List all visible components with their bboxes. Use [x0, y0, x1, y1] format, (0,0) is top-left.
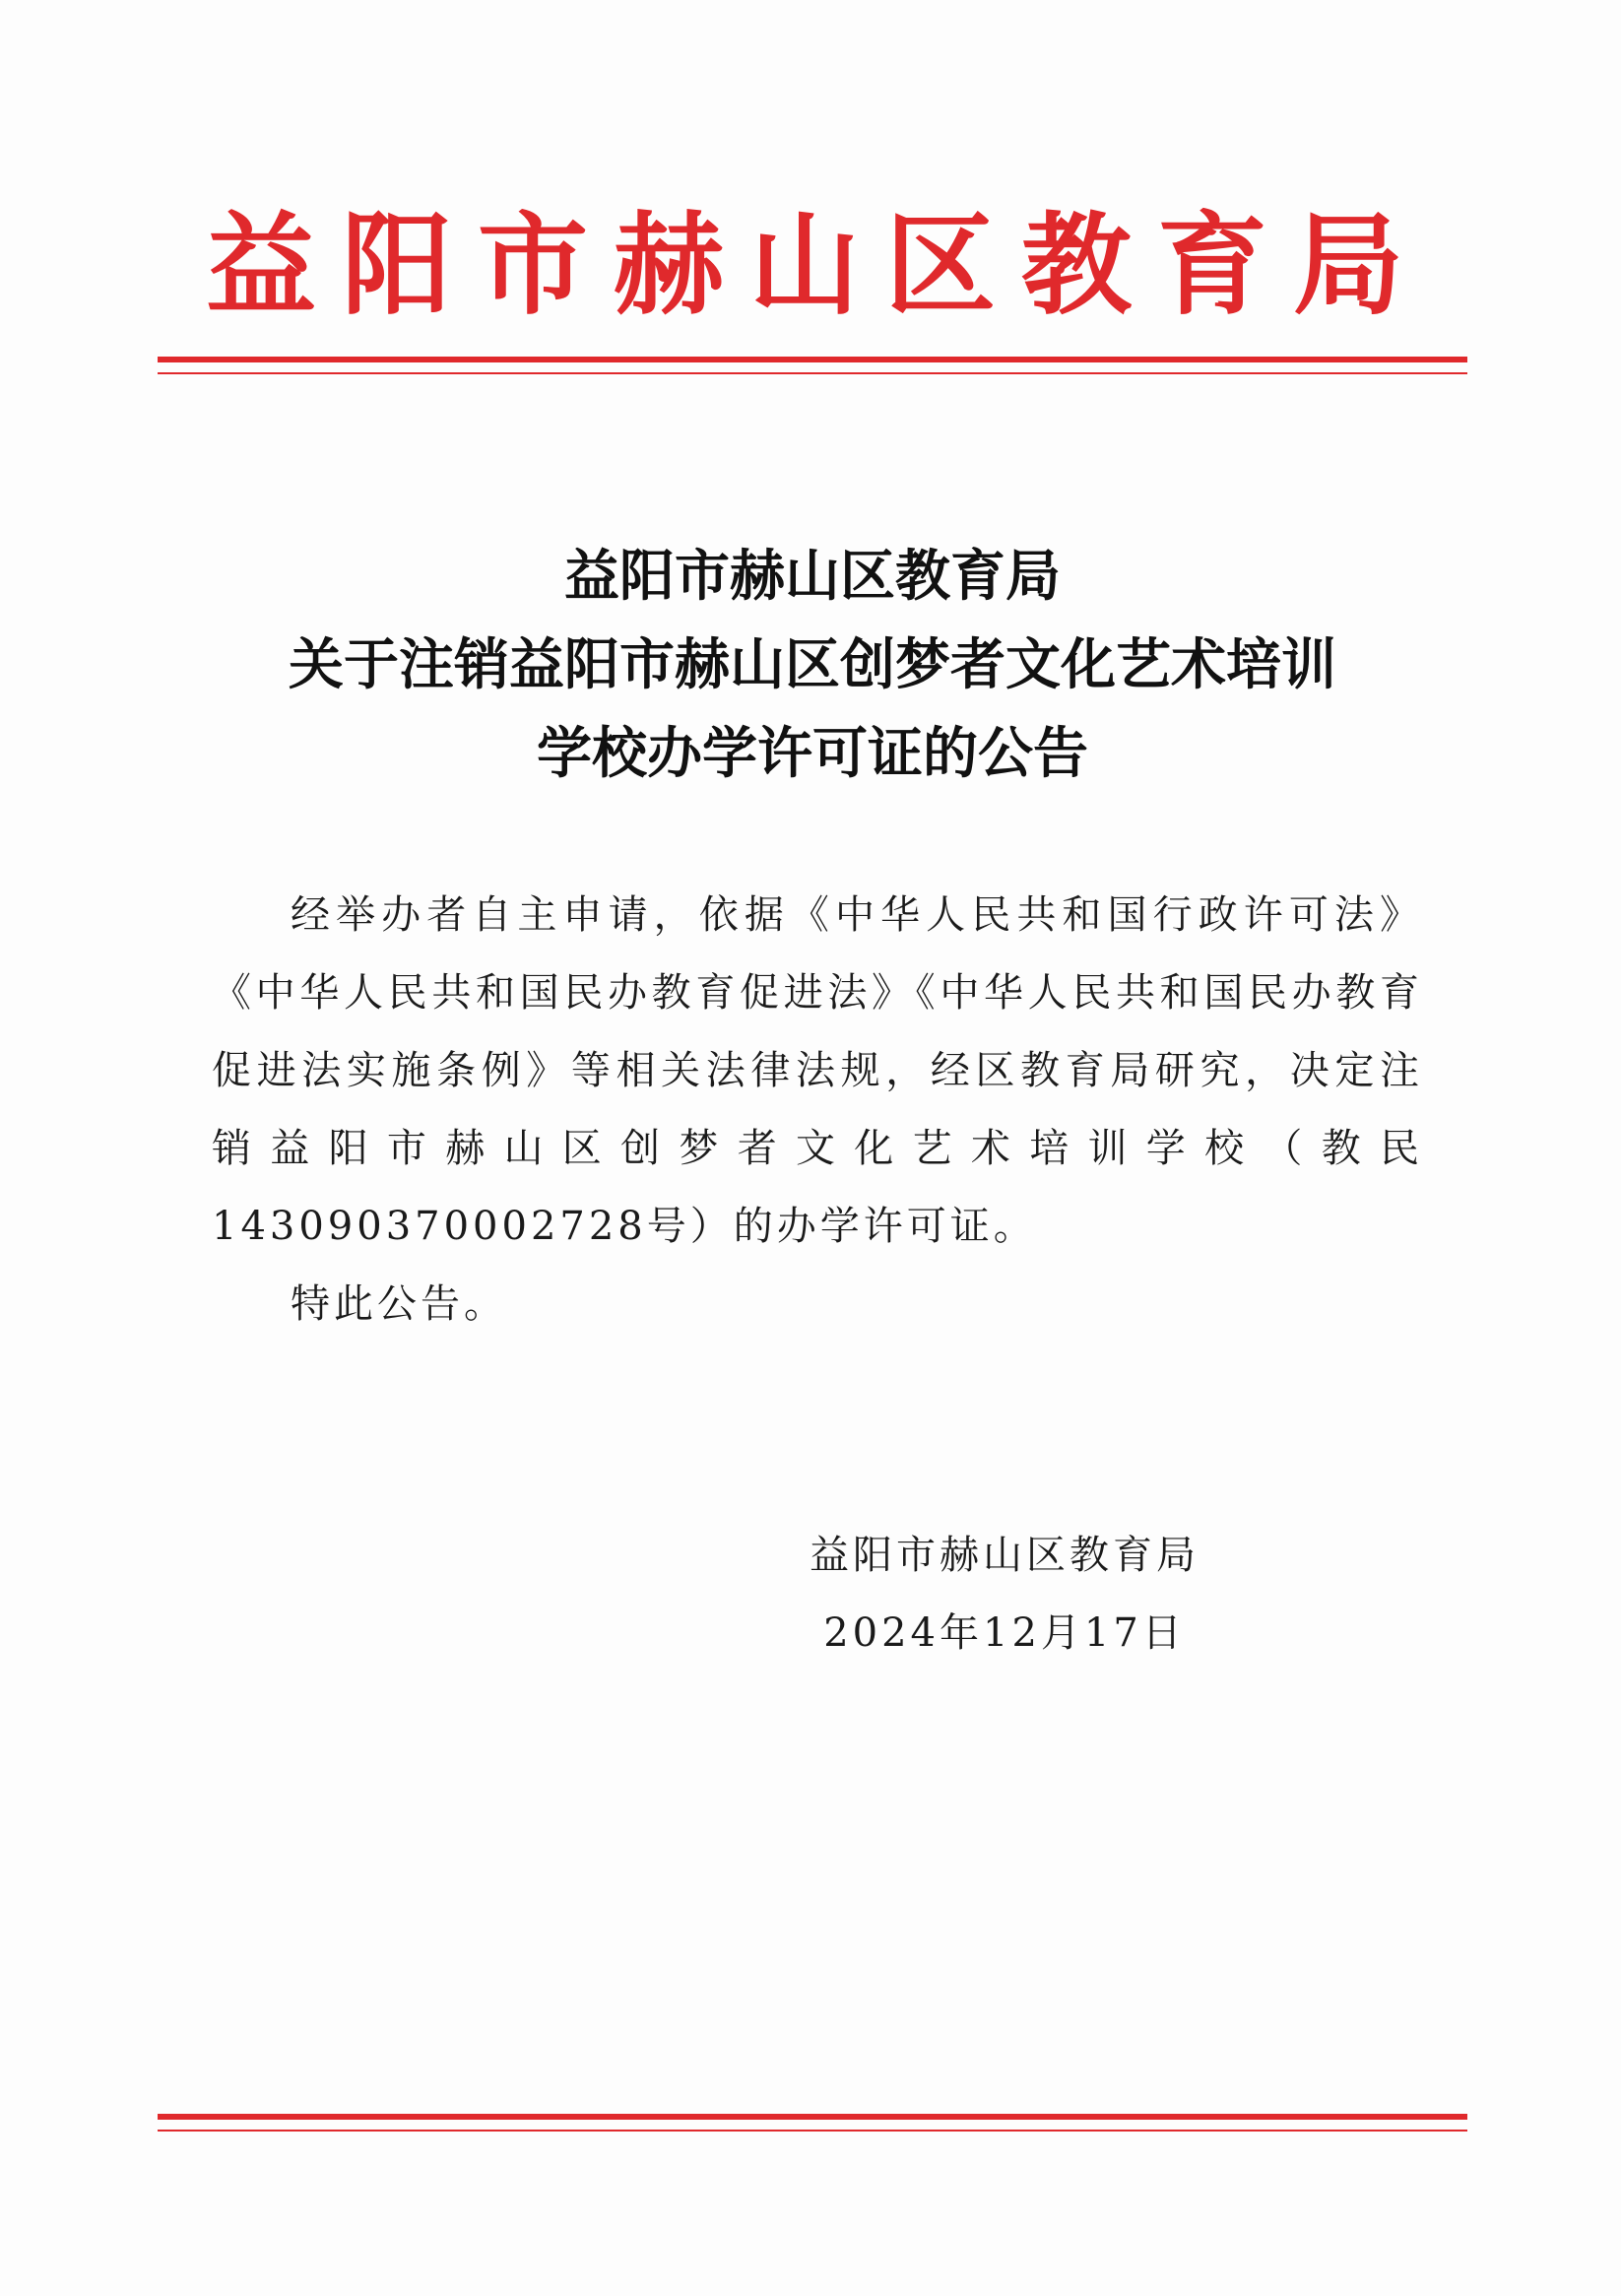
title-line-2: 关于注销益阳市赫山区创梦者文化艺术培训 [289, 632, 1336, 697]
body-paragraph-2: 特此公告。 [291, 1281, 507, 1327]
masthead-rule-thick [158, 357, 1467, 362]
document-title [158, 532, 1467, 798]
masthead-title: 益阳市赫山区教育局 [206, 201, 1429, 330]
title-line-1: 益阳市赫山区教育局 [564, 544, 1061, 609]
masthead-rule-thin [158, 372, 1467, 374]
body-paragraph-1: 经举办者自主申请，依据《中华人民共和国行政许可法》《中华人民共和国民办教育促进法》《中华人民共和国民办教育促进法实施条例》等相关法律法规，经区教育局研究，决定注销益阳市赫山区创梦者文化艺术培训学校（教民143090370002728号）的办学许可证。 [212, 892, 1423, 1249]
document-body [212, 877, 1423, 1344]
signature-issuer: 益阳市赫山区教育局 [810, 1533, 1200, 1578]
footer-rule-thin [158, 2130, 1467, 2132]
signature-block [768, 1517, 1241, 1673]
title-line-3: 学校办学许可证的公告 [537, 721, 1088, 786]
signature-date: 2024年12月17日 [823, 1610, 1186, 1656]
footer-rule-thick [158, 2114, 1467, 2120]
